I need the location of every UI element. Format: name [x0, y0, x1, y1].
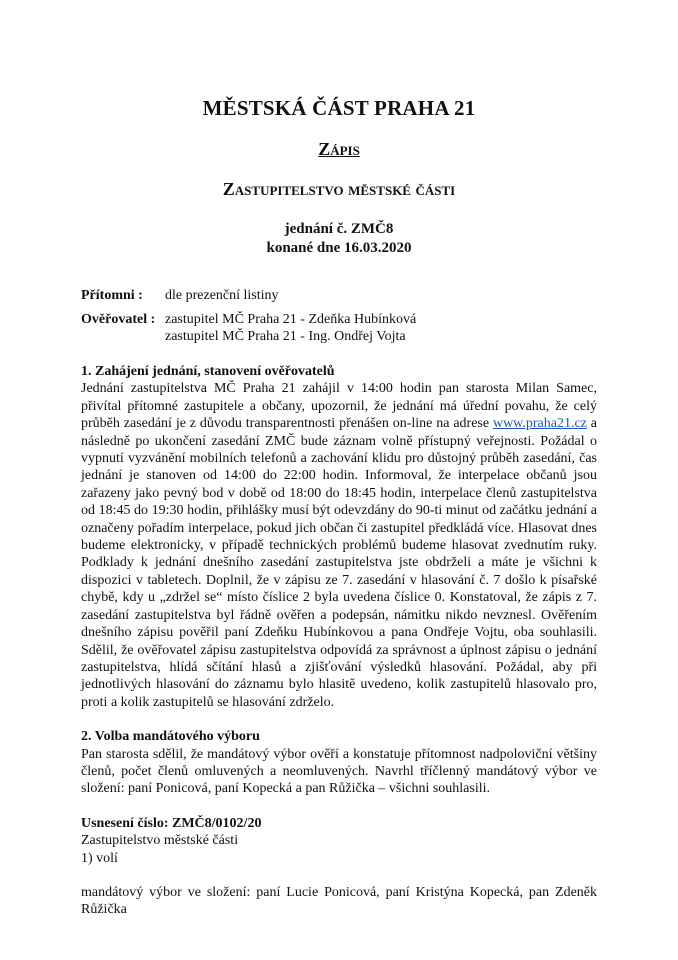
present-label: Přítomni :: [81, 288, 143, 303]
present-value: dle prezenční listiny: [165, 288, 279, 303]
attendance-block: [81, 287, 597, 345]
resolution-heading: Usnesení číslo: ZMČ8/0102/20: [81, 815, 262, 831]
resolution-item: 1) volí: [81, 850, 118, 866]
section-1-text-start: Jednání zastupitelstva MČ Praha 21 zahájil v 14:00 hodin pan starosta Milan Samec, přivítal přítomné zastupitele a občany, upozornil, že jednání má úřední povahu, že celý průběh zasedání je z důvodu transparentnosti přenášen on-line na adrese: [81, 381, 597, 432]
document-type: Zápis: [318, 139, 360, 159]
meeting-info: [81, 220, 597, 258]
verifier-row: [81, 311, 597, 345]
praha21-link[interactable]: www.praha21.cz: [492, 416, 587, 432]
section-1-text: [81, 380, 597, 711]
verifier-2: zastupitel MČ Praha 21 - Ing. Ondřej Vojta: [165, 329, 406, 344]
minutes-body: [81, 363, 597, 919]
section-1-text-end: a následně po ukončení zasedání ZMČ bude záznam volně přístupný veřejnosti. Požádal o vypnutí vyzvánění mobilních telefonů a zachování klidu pro důstojný průběh zasedání, čas jednání je stanoven od 14:00 do 22:00 hodin. Informoval, že interpelace občanů jsou zařazeny jako pevný bod v době od 18:00 do 18:45 hodin, interpelace členů zastupitelstva od 18:45 do 19:30 hodin, přihlášky musí být odevzdány do 90-ti minut od začátku jednání a označeny pořadím interpelace, pokud jich občan či zastupitel předkládá více. Hlasovat dnes budeme elektronicky, v případě technických problémů budeme hlasovat zvednutím ruky. Podklady k jednání dnešního zasedání zastupitelstva jste obdrželi a máte je všichni k dispozici v tabletech. Doplnil, že v zápisu ze 7. zasedání v hlasování č. 7 došlo k písařské chybě, kdy u „zdržel se“ místo číslice 2 byla uvedena číslice 0. Konstatoval, že zápis z 7. zasedání zastupitelstva byl řádně ověřen a podepsán, námitku nikdo nevznesl. Ověřením dnešního zápisu pověřil paní Zdeňku Hubínkovou a pana Ondřeje Vojtu, oba souhlasili. Sdělil, že ověřovatel zápisu zastupitelstva odpovídá za správnost a úplnost zápisu o jednání zastupitelstva, hlídá sčítání hlasů a zjišťování výsledků hlasování. Požádal, aby při jednotlivých hlasování do záznamu bylo hlasitě uvedeno, kolik zastupitelů hlasovalo pro, proti a kolik zastupitelů se hlasování zdrželo.: [81, 416, 597, 710]
document-title: MĚSTSKÁ ČÁST PRAHA 21: [202, 96, 476, 120]
council-name: Zastupitelstvo městské části: [222, 179, 456, 199]
resolution-body: Zastupitelstvo městské části: [81, 833, 239, 849]
meeting-number: jednání č. ZMČ8: [284, 221, 394, 237]
section-1-heading: 1. Zahájení jednání, stanovení ověřovatelů: [81, 364, 335, 379]
resolution-text: mandátový výbor ve složení: paní Lucie Ponicová, paní Kristýna Kopecká, pan Zdeněk Růžička: [81, 884, 597, 918]
section-2-heading: 2. Volba mandátového výboru: [81, 729, 260, 745]
section-2-text: Pan starosta sdělil, že mandátový výbor ověří a konstatuje přítomnost nadpoloviční většiny členů, počet členů omluvených a neomluvených. Navrhl tříčlenný mandátový výbor ve složení: paní Ponicová, paní Kopecká a pan Růžička – všichni souhlasili.: [81, 746, 597, 797]
verifier-label: Ověřovatel :: [81, 312, 156, 327]
present-row: [81, 287, 597, 304]
verifier-1: zastupitel MČ Praha 21 - Zdeňka Hubínková: [165, 312, 417, 327]
meeting-date: konané dne 16.03.2020: [266, 240, 412, 256]
